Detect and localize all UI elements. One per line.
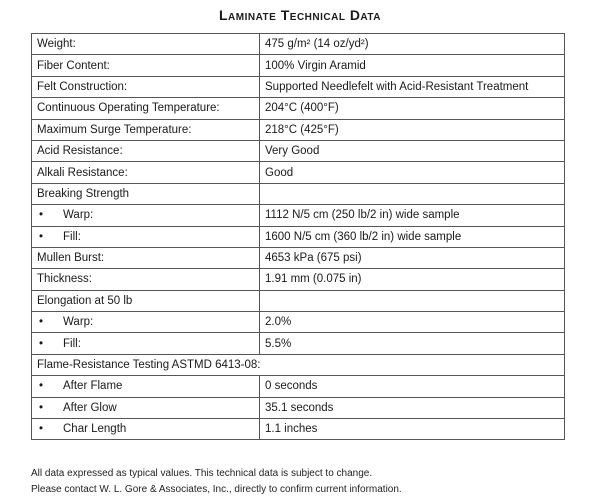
bullet-icon: • <box>39 380 44 393</box>
table-row <box>32 333 565 354</box>
table-row <box>32 119 565 140</box>
technical-data-table <box>31 33 565 440</box>
table-row <box>32 397 565 418</box>
bullet-icon: • <box>39 423 44 436</box>
property-label: Elongation at 50 lb <box>37 294 133 307</box>
property-label-cell <box>32 140 260 161</box>
property-value: Good <box>260 162 565 183</box>
table-row <box>32 354 565 375</box>
property-value: 1600 N/5 cm (360 lb/2 in) wide sample <box>260 226 565 247</box>
property-label: Fill: <box>63 337 81 350</box>
property-label: Thickness: <box>37 273 92 286</box>
property-label: Acid Resistance: <box>37 145 123 158</box>
table-row <box>32 76 565 97</box>
property-label: Continuous Operating Temperature: <box>37 102 220 115</box>
property-label: Warp: <box>63 316 94 329</box>
bullet-icon: • <box>39 230 44 243</box>
bullet-icon: • <box>39 209 44 222</box>
table-row <box>32 162 565 183</box>
property-value: 0 seconds <box>260 376 565 397</box>
property-label: Breaking Strength <box>37 187 130 200</box>
property-label-cell <box>32 354 565 375</box>
property-label-cell <box>32 34 260 55</box>
property-value: 5.5% <box>260 333 565 354</box>
bullet-icon: • <box>39 401 44 414</box>
property-label: After Flame <box>63 380 123 393</box>
property-value: Very Good <box>260 140 565 161</box>
property-value <box>260 290 565 311</box>
property-label: Mullen Burst: <box>37 252 105 265</box>
table-body <box>32 34 565 440</box>
property-label-cell <box>32 205 260 226</box>
property-value: 2.0% <box>260 312 565 333</box>
property-label-cell <box>32 119 260 140</box>
property-label-cell <box>32 98 260 119</box>
property-label-cell <box>32 290 260 311</box>
property-value: 35.1 seconds <box>260 397 565 418</box>
property-value: 1112 N/5 cm (250 lb/2 in) wide sample <box>260 205 565 226</box>
table-row <box>32 247 565 268</box>
footer-note <box>31 466 402 498</box>
property-label-cell <box>32 376 260 397</box>
table-row <box>32 269 565 290</box>
property-label: After Glow <box>63 401 117 414</box>
property-label: Flame-Resistance Testing ASTMD 6413-08: <box>37 359 261 372</box>
table-row <box>32 312 565 333</box>
property-label: Alkali Resistance: <box>37 166 128 179</box>
property-label: Char Length <box>63 423 127 436</box>
table-row <box>32 376 565 397</box>
property-label-cell <box>32 247 260 268</box>
table-row <box>32 55 565 76</box>
table-row <box>32 140 565 161</box>
table-row <box>32 419 565 440</box>
bullet-icon: • <box>39 337 44 350</box>
property-value: 4653 kPa (675 psi) <box>260 247 565 268</box>
property-label: Weight: <box>37 38 76 51</box>
property-label-cell <box>32 226 260 247</box>
table-row <box>32 34 565 55</box>
table-row <box>32 290 565 311</box>
footer-line-1: All data expressed as typical values. This technical data is subject to change. <box>31 468 373 479</box>
property-value: 1.91 mm (0.075 in) <box>260 269 565 290</box>
page-title: Laminate Technical Data <box>218 7 382 23</box>
property-value: 475 g/m² (14 oz/yd²) <box>260 34 565 55</box>
property-value: 100% Virgin Aramid <box>260 55 565 76</box>
property-label: Warp: <box>63 209 94 222</box>
property-label-cell <box>32 333 260 354</box>
property-label: Maximum Surge Temperature: <box>37 123 192 136</box>
property-label-cell <box>32 55 260 76</box>
property-label: Fiber Content: <box>37 59 110 72</box>
bullet-icon: • <box>39 316 44 329</box>
property-label-cell <box>32 269 260 290</box>
property-label-cell <box>32 76 260 97</box>
table-row <box>32 226 565 247</box>
property-label: Fill: <box>63 230 81 243</box>
property-label-cell <box>32 162 260 183</box>
property-label-cell <box>32 419 260 440</box>
property-label-cell <box>32 183 260 204</box>
table-row <box>32 205 565 226</box>
property-value: 204°C (400°F) <box>260 98 565 119</box>
property-label: Felt Construction: <box>37 80 128 93</box>
property-value: Supported Needlefelt with Acid-Resistant Treatment <box>260 76 565 97</box>
property-value: 1.1 inches <box>260 419 565 440</box>
table-row <box>32 98 565 119</box>
property-label-cell <box>32 312 260 333</box>
table-row <box>32 183 565 204</box>
property-value: 218°C (425°F) <box>260 119 565 140</box>
footer-line-2: Please contact W. L. Gore & Associates, Inc., directly to confirm current information. <box>31 484 402 495</box>
property-value <box>260 183 565 204</box>
property-label-cell <box>32 397 260 418</box>
